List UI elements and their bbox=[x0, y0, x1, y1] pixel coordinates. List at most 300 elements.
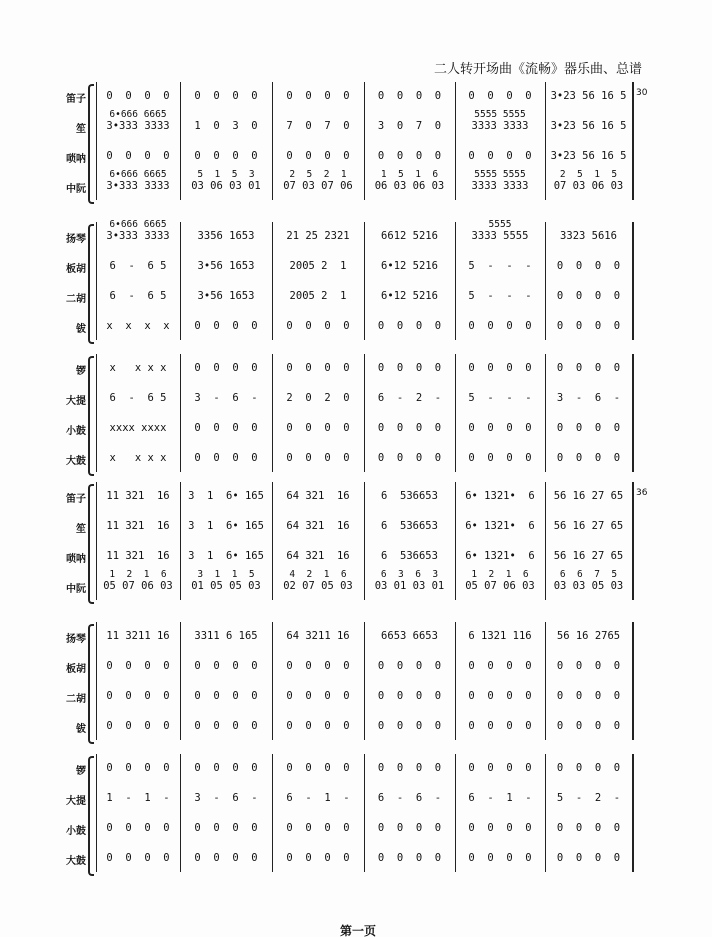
measure bbox=[99, 720, 177, 738]
measure-notes: 5 - - - bbox=[468, 290, 532, 302]
measure bbox=[458, 660, 542, 678]
measure bbox=[367, 150, 452, 168]
measure bbox=[367, 660, 452, 678]
upper-voice-notes: 5555 5555 bbox=[474, 109, 526, 120]
measure-notes: 0 0 0 0 bbox=[377, 90, 442, 102]
measure-notes: 3•333 3333 bbox=[106, 120, 170, 132]
upper-voice-notes: 3 1 1 5 bbox=[197, 569, 255, 580]
instrument-label: 扬琴 bbox=[66, 634, 86, 645]
measure-notes: 0 0 0 0 bbox=[468, 362, 532, 374]
measure-notes: 0 0 0 0 bbox=[468, 660, 532, 672]
measure bbox=[458, 852, 542, 870]
barline bbox=[455, 622, 456, 740]
barline bbox=[455, 82, 456, 200]
measure-notes: 6 - 1 - bbox=[286, 792, 350, 804]
measure bbox=[458, 362, 542, 380]
measure bbox=[548, 520, 629, 538]
measure bbox=[183, 452, 269, 470]
measure-notes: 0 0 0 0 bbox=[556, 822, 621, 834]
barline bbox=[364, 354, 365, 472]
measure bbox=[183, 362, 269, 380]
measure bbox=[99, 260, 177, 278]
instrument-label: 小鼓 bbox=[66, 826, 86, 837]
measure bbox=[183, 720, 269, 738]
measure-notes: 1 0 3 0 bbox=[194, 120, 258, 132]
barline bbox=[632, 754, 634, 872]
upper-voice-notes: 6 6 7 5 bbox=[559, 569, 618, 580]
measure bbox=[183, 852, 269, 870]
measure-notes: 6653 6653 bbox=[381, 630, 438, 642]
barline bbox=[272, 354, 273, 472]
measure-notes: 3 - 6 - bbox=[556, 392, 621, 404]
barline bbox=[364, 754, 365, 872]
barline bbox=[180, 222, 181, 340]
measure bbox=[99, 290, 177, 308]
measure bbox=[458, 792, 542, 810]
measure-notes: 6 536653 bbox=[381, 550, 438, 562]
measure-notes: 21 25 2321 bbox=[286, 230, 350, 242]
measure-notes: 0 0 0 0 bbox=[468, 452, 532, 464]
measure-notes: 64 3211 16 bbox=[286, 630, 350, 642]
measure-notes: 2005 2 1 bbox=[289, 260, 347, 272]
barline bbox=[180, 354, 181, 472]
measure-notes: 64 321 16 bbox=[286, 520, 350, 532]
measure-notes: 0 0 0 0 bbox=[286, 720, 350, 732]
measure bbox=[99, 822, 177, 840]
measure bbox=[367, 569, 452, 598]
measure-notes: x x x x bbox=[106, 320, 170, 332]
measure-notes: 0 0 0 0 bbox=[194, 660, 258, 672]
measure bbox=[99, 169, 177, 198]
measure bbox=[458, 90, 542, 108]
measure bbox=[99, 852, 177, 870]
measure-notes: 6 - 1 - bbox=[468, 792, 532, 804]
measure bbox=[99, 150, 177, 168]
measure-notes: 1 - 1 - bbox=[106, 792, 170, 804]
measure-notes: 0 0 0 0 bbox=[286, 422, 350, 434]
measure bbox=[275, 290, 361, 308]
measure bbox=[275, 230, 361, 248]
measure bbox=[99, 569, 177, 598]
measure bbox=[548, 762, 629, 780]
measure bbox=[183, 320, 269, 338]
measure bbox=[458, 490, 542, 508]
barline bbox=[96, 482, 97, 600]
measure-notes: 56 16 2765 bbox=[556, 630, 621, 642]
measure bbox=[275, 490, 361, 508]
measure-notes: 3•333 3333 bbox=[106, 180, 170, 192]
measure bbox=[275, 852, 361, 870]
measure-notes: 56 16 27 65 bbox=[553, 490, 624, 502]
measure-notes: 0 0 0 0 bbox=[556, 690, 621, 702]
measure bbox=[99, 320, 177, 338]
measure bbox=[548, 392, 629, 410]
measure-notes: 0 0 0 0 bbox=[556, 452, 621, 464]
upper-voice-notes: 6•666 6665 bbox=[109, 109, 167, 120]
barline bbox=[272, 222, 273, 340]
measure-notes: 0 0 0 0 bbox=[194, 90, 258, 102]
measure-notes: 0 0 0 0 bbox=[286, 762, 350, 774]
measure bbox=[99, 362, 177, 380]
measure bbox=[99, 550, 177, 568]
barline bbox=[272, 622, 273, 740]
measure-notes: 0 0 0 0 bbox=[286, 150, 350, 162]
instrument-label: 唢呐 bbox=[66, 554, 86, 565]
measure bbox=[275, 260, 361, 278]
measure-notes: 0 0 0 0 bbox=[106, 762, 170, 774]
measure-notes: 0 0 0 0 bbox=[377, 150, 442, 162]
barline bbox=[545, 622, 546, 740]
measure bbox=[275, 660, 361, 678]
measure bbox=[367, 520, 452, 538]
measure-notes: 3323 5616 bbox=[560, 230, 617, 242]
measure-notes: 0 0 0 0 bbox=[556, 852, 621, 864]
measure-notes: 6 536653 bbox=[381, 520, 438, 532]
measure-notes: 6612 5216 bbox=[381, 230, 438, 242]
measure-notes: 0 0 0 0 bbox=[286, 822, 350, 834]
measure bbox=[183, 290, 269, 308]
measure bbox=[458, 720, 542, 738]
measure bbox=[99, 630, 177, 648]
measure bbox=[367, 690, 452, 708]
measure-notes: 0 0 0 0 bbox=[194, 690, 258, 702]
barline bbox=[545, 82, 546, 200]
measure-notes: 64 321 16 bbox=[286, 490, 350, 502]
measure-notes: 6 - 6 5 bbox=[109, 392, 167, 404]
measure-notes: 3311 6 165 bbox=[194, 630, 258, 642]
measure-notes: 0 0 0 0 bbox=[106, 720, 170, 732]
measure-notes: 5 - 2 - bbox=[556, 792, 621, 804]
upper-voice-notes: 6•666 6665 bbox=[109, 219, 167, 230]
measure bbox=[548, 452, 629, 470]
measure-notes: 05 07 06 03 bbox=[465, 580, 535, 592]
measure-notes: 06 03 06 03 bbox=[374, 180, 445, 192]
page-footer: 第一页 bbox=[340, 924, 377, 937]
measure-notes: 2 0 2 0 bbox=[286, 392, 350, 404]
instrument-label: 大提 bbox=[66, 396, 86, 407]
barline bbox=[180, 622, 181, 740]
upper-voice-notes: 2 5 2 1 bbox=[289, 169, 347, 180]
barline bbox=[96, 622, 97, 740]
barline bbox=[272, 82, 273, 200]
measure bbox=[367, 90, 452, 108]
barline bbox=[632, 222, 634, 340]
barline bbox=[632, 622, 634, 740]
barline bbox=[455, 754, 456, 872]
measure-notes: 0 0 0 0 bbox=[194, 720, 258, 732]
measure bbox=[367, 490, 452, 508]
measure bbox=[275, 762, 361, 780]
measure-notes: 0 0 0 0 bbox=[556, 320, 621, 332]
instrument-label: 小鼓 bbox=[66, 426, 86, 437]
instrument-label: 二胡 bbox=[66, 694, 86, 705]
measure-notes: 0 0 0 0 bbox=[194, 320, 258, 332]
measure bbox=[275, 362, 361, 380]
measure bbox=[367, 230, 452, 248]
measure bbox=[99, 219, 177, 248]
measure-notes: 3333 3333 bbox=[471, 120, 529, 132]
measure-notes: 01 05 05 03 bbox=[191, 580, 261, 592]
measure bbox=[367, 452, 452, 470]
measure-notes: 0 0 0 0 bbox=[194, 452, 258, 464]
measure-notes: 11 321 16 bbox=[106, 550, 170, 562]
measure-notes: 0 0 0 0 bbox=[194, 822, 258, 834]
measure-notes: 0 0 0 0 bbox=[194, 362, 258, 374]
measure bbox=[275, 169, 361, 198]
measure bbox=[99, 422, 177, 440]
measure-notes: 0 0 0 0 bbox=[556, 762, 621, 774]
measure bbox=[99, 520, 177, 538]
measure-notes: 6• 1321• 6 bbox=[465, 520, 535, 532]
measure-notes: 0 0 0 0 bbox=[106, 660, 170, 672]
measure-notes: 64 321 16 bbox=[286, 550, 350, 562]
measure-number: 36 bbox=[636, 488, 648, 498]
measure bbox=[548, 550, 629, 568]
measure-notes: 0 0 0 0 bbox=[468, 422, 532, 434]
measure bbox=[548, 822, 629, 840]
measure-notes: 2005 2 1 bbox=[289, 290, 347, 302]
measure bbox=[548, 690, 629, 708]
measure bbox=[367, 392, 452, 410]
upper-voice-notes: 6 3 6 3 bbox=[380, 569, 439, 580]
measure bbox=[275, 422, 361, 440]
instrument-label: 笙 bbox=[76, 524, 86, 535]
barline bbox=[545, 482, 546, 600]
measure-notes: 3 - 6 - bbox=[194, 792, 258, 804]
upper-voice-notes: 4 2 1 6 bbox=[289, 569, 347, 580]
measure bbox=[183, 422, 269, 440]
measure bbox=[99, 109, 177, 138]
score-system bbox=[0, 488, 712, 888]
measure-notes: 0 0 0 0 bbox=[468, 822, 532, 834]
measure-notes: 0 0 0 0 bbox=[556, 290, 621, 302]
measure-notes: 0 0 0 0 bbox=[468, 720, 532, 732]
barline bbox=[455, 354, 456, 472]
measure bbox=[275, 452, 361, 470]
barline bbox=[96, 82, 97, 200]
instrument-label: 大提 bbox=[66, 796, 86, 807]
measure bbox=[458, 630, 542, 648]
measure-notes: 6 - 6 - bbox=[377, 792, 442, 804]
measure bbox=[367, 422, 452, 440]
measure bbox=[548, 169, 629, 198]
barline bbox=[272, 482, 273, 600]
measure-notes: 03 03 05 03 bbox=[553, 580, 624, 592]
measure-notes: 07 03 07 06 bbox=[283, 180, 353, 192]
measure bbox=[548, 320, 629, 338]
upper-voice-notes: 1 5 1 6 bbox=[380, 169, 439, 180]
measure bbox=[458, 690, 542, 708]
barline bbox=[364, 82, 365, 200]
measure bbox=[548, 150, 629, 168]
instrument-label: 大鼓 bbox=[66, 456, 86, 467]
upper-voice-notes: 5555 bbox=[488, 219, 512, 230]
group-bracket bbox=[88, 756, 94, 876]
measure-notes: 0 0 0 0 bbox=[286, 320, 350, 332]
measure-notes: 0 0 0 0 bbox=[468, 150, 532, 162]
barline bbox=[180, 482, 181, 600]
measure bbox=[458, 219, 542, 248]
measure-notes: 11 321 16 bbox=[106, 520, 170, 532]
measure-notes: 0 0 0 0 bbox=[194, 762, 258, 774]
measure bbox=[458, 290, 542, 308]
measure bbox=[275, 630, 361, 648]
measure-notes: x x x x bbox=[109, 362, 167, 374]
measure bbox=[183, 150, 269, 168]
measure-notes: 0 0 0 0 bbox=[377, 660, 442, 672]
measure bbox=[275, 120, 361, 138]
measure bbox=[548, 230, 629, 248]
barline bbox=[455, 482, 456, 600]
measure bbox=[367, 169, 452, 198]
measure bbox=[367, 320, 452, 338]
barline bbox=[272, 754, 273, 872]
measure bbox=[183, 762, 269, 780]
measure-notes: 0 0 0 0 bbox=[194, 422, 258, 434]
measure bbox=[548, 362, 629, 380]
measure-notes: 0 0 0 0 bbox=[468, 852, 532, 864]
measure-notes: 3333 5555 bbox=[471, 230, 529, 242]
measure bbox=[183, 490, 269, 508]
measure-notes: x x x x bbox=[109, 452, 167, 464]
barline bbox=[545, 754, 546, 872]
measure-notes: 0 0 0 0 bbox=[468, 690, 532, 702]
measure bbox=[458, 392, 542, 410]
measure bbox=[183, 792, 269, 810]
measure-notes: 0 0 0 0 bbox=[377, 452, 442, 464]
measure bbox=[367, 720, 452, 738]
measure-notes: 3•56 1653 bbox=[197, 290, 255, 302]
measure bbox=[275, 520, 361, 538]
measure bbox=[367, 852, 452, 870]
measure bbox=[548, 490, 629, 508]
instrument-label: 笛子 bbox=[66, 94, 86, 105]
barline bbox=[364, 482, 365, 600]
measure bbox=[548, 90, 629, 108]
measure bbox=[275, 720, 361, 738]
measure bbox=[275, 690, 361, 708]
measure bbox=[99, 90, 177, 108]
measure bbox=[367, 822, 452, 840]
measure bbox=[548, 260, 629, 278]
instrument-label: 二胡 bbox=[66, 294, 86, 305]
barline bbox=[545, 222, 546, 340]
instrument-label: 板胡 bbox=[66, 264, 86, 275]
measure-notes: 6 - 6 5 bbox=[109, 290, 167, 302]
measure-notes: 3 0 7 0 bbox=[377, 120, 442, 132]
measure-notes: 0 0 0 0 bbox=[194, 852, 258, 864]
measure bbox=[99, 490, 177, 508]
barline bbox=[364, 622, 365, 740]
measure-notes: 3356 1653 bbox=[197, 230, 255, 242]
measure-notes: 0 0 0 0 bbox=[468, 90, 532, 102]
instrument-label: 中阮 bbox=[66, 584, 86, 595]
measure bbox=[183, 392, 269, 410]
measure bbox=[458, 109, 542, 138]
measure-notes: 3•333 3333 bbox=[106, 230, 170, 242]
measure bbox=[99, 660, 177, 678]
group-bracket bbox=[88, 624, 94, 744]
measure-notes: 0 0 0 0 bbox=[556, 422, 621, 434]
measure bbox=[548, 422, 629, 440]
measure-notes: 0 0 0 0 bbox=[377, 362, 442, 374]
measure-notes: 3 1 6• 165 bbox=[188, 520, 264, 532]
measure-notes: 03 06 03 01 bbox=[191, 180, 261, 192]
measure bbox=[458, 520, 542, 538]
measure-notes: 6•12 5216 bbox=[381, 260, 438, 272]
measure-notes: 5 - - - bbox=[468, 392, 532, 404]
barline bbox=[632, 482, 634, 600]
measure bbox=[458, 822, 542, 840]
measure bbox=[275, 150, 361, 168]
instrument-label: 锣 bbox=[76, 766, 86, 777]
measure bbox=[367, 260, 452, 278]
measure-notes: 0 0 0 0 bbox=[194, 150, 258, 162]
upper-voice-notes: 2 5 1 5 bbox=[559, 169, 618, 180]
measure bbox=[183, 569, 269, 598]
measure-notes: 0 0 0 0 bbox=[377, 422, 442, 434]
instrument-label: 中阮 bbox=[66, 184, 86, 195]
measure bbox=[275, 569, 361, 598]
score-system bbox=[0, 88, 712, 488]
measure bbox=[275, 792, 361, 810]
measure bbox=[183, 550, 269, 568]
measure-notes: 0 0 0 0 bbox=[106, 690, 170, 702]
measure bbox=[99, 762, 177, 780]
measure bbox=[275, 550, 361, 568]
measure bbox=[548, 290, 629, 308]
measure-notes: 0 0 0 0 bbox=[377, 720, 442, 732]
instrument-label: 钹 bbox=[76, 724, 86, 735]
measure-notes: 0 0 0 0 bbox=[377, 320, 442, 332]
measure-notes: 0 0 0 0 bbox=[286, 90, 350, 102]
measure bbox=[548, 852, 629, 870]
measure-notes: 56 16 27 65 bbox=[553, 520, 624, 532]
measure bbox=[458, 550, 542, 568]
measure-notes: 6 - 6 5 bbox=[109, 260, 167, 272]
measure-notes: 6 - 2 - bbox=[377, 392, 442, 404]
measure-notes: 3333 3333 bbox=[471, 180, 529, 192]
measure bbox=[183, 630, 269, 648]
measure bbox=[367, 762, 452, 780]
measure-notes: 0 0 0 0 bbox=[468, 762, 532, 774]
measure-number: 30 bbox=[636, 88, 648, 98]
barline bbox=[180, 82, 181, 200]
measure-notes: 3 1 6• 165 bbox=[188, 490, 264, 502]
measure-notes: 0 0 0 0 bbox=[106, 90, 170, 102]
measure-notes: 6•12 5216 bbox=[381, 290, 438, 302]
measure-notes: 0 0 0 0 bbox=[106, 150, 170, 162]
measure-notes: 6 536653 bbox=[381, 490, 438, 502]
measure bbox=[548, 720, 629, 738]
instrument-label: 唢呐 bbox=[66, 154, 86, 165]
measure-notes: 07 03 06 03 bbox=[553, 180, 624, 192]
measure-notes: 02 07 05 03 bbox=[283, 580, 353, 592]
measure-notes: 03 01 03 01 bbox=[374, 580, 445, 592]
measure bbox=[458, 320, 542, 338]
measure bbox=[458, 422, 542, 440]
measure bbox=[458, 762, 542, 780]
measure-notes: 3•56 1653 bbox=[197, 260, 255, 272]
instrument-label: 笛子 bbox=[66, 494, 86, 505]
measure bbox=[99, 792, 177, 810]
group-bracket bbox=[88, 84, 94, 204]
measure-notes: 0 0 0 0 bbox=[377, 822, 442, 834]
measure-notes: 3•23 56 16 5 bbox=[550, 120, 627, 132]
barline bbox=[632, 354, 634, 472]
measure-notes: 7 0 7 0 bbox=[286, 120, 350, 132]
upper-voice-notes: 1 2 1 6 bbox=[109, 569, 167, 580]
